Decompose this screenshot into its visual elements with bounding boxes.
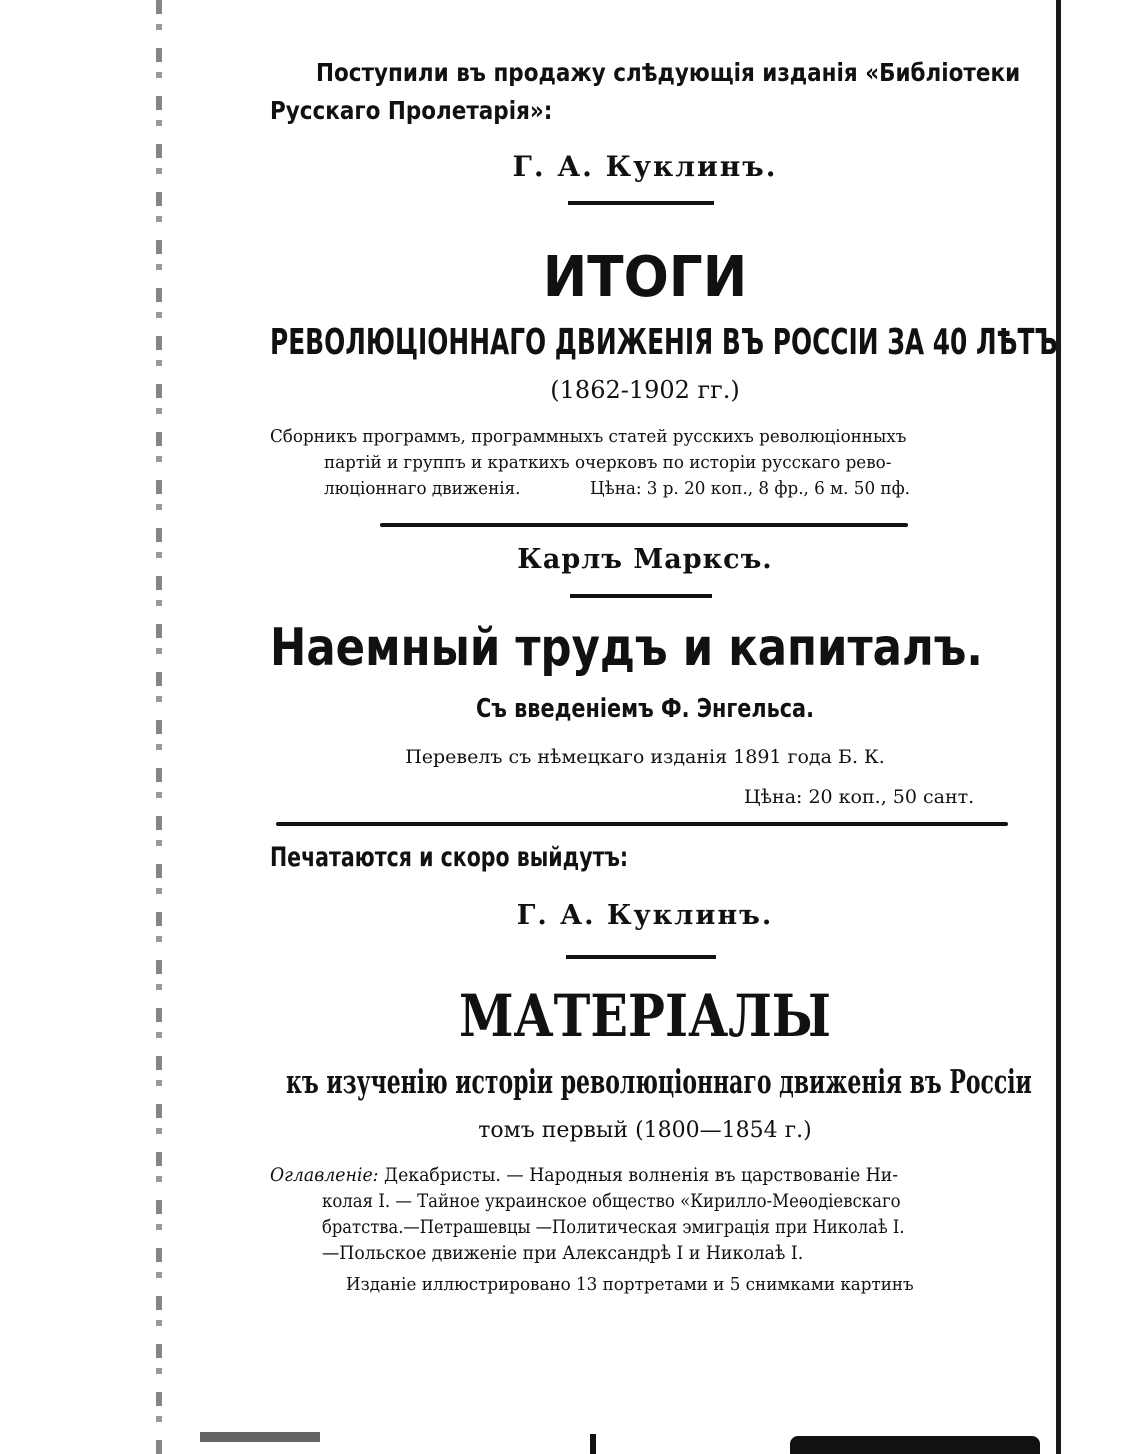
- book1-years: (1862-1902 гг.): [550, 376, 740, 404]
- contents-label: Оглавленіе:: [270, 1164, 379, 1186]
- announcement-line-2: Русскаго Пролетарія»:: [270, 96, 553, 125]
- book2-title: Наемный трудъ и капиталъ.: [270, 618, 983, 678]
- book2-translation: Перевелъ съ нѣмецкаго изданія 1891 года Б. К.: [405, 746, 885, 768]
- book2-price: Цѣна: 20 коп., 50 сант.: [744, 786, 975, 808]
- forthcoming-heading: Печатаются и скоро выйдутъ:: [270, 842, 629, 873]
- scan-smudge: [790, 1436, 1040, 1454]
- announcement-line-1: Поступили въ продажу слѣдующія изданія «Библіотеки: [316, 58, 1021, 87]
- book2-author: Карлъ Марксъ.: [517, 544, 773, 575]
- book1-subtitle: РЕВОЛЮЦІОННАГО ДВИЖЕНІЯ ВЪ РОССІИ ЗА 40 ЛѢТЪ: [270, 322, 1058, 363]
- divider-short: [566, 955, 716, 959]
- illustrations-note: Изданіе иллюстрировано 13 портретами и 5 снимками картинъ: [346, 1274, 914, 1295]
- forthcoming-title: МАТЕРІАЛЫ: [458, 982, 832, 1050]
- forthcoming-subtitle: къ изученію исторіи революціоннаго движенія въ Россіи: [286, 1062, 1032, 1101]
- page-right-edge: [1056, 0, 1061, 1454]
- contents-text: Декабристы. — Народныя волненія въ царствованіе Ни-: [384, 1164, 899, 1186]
- forthcoming-author: Г. А. Куклинъ.: [516, 900, 774, 931]
- scan-smudge: [200, 1432, 320, 1442]
- contents-line-1: [270, 1164, 898, 1186]
- book1-title: ИТОГИ: [542, 245, 748, 310]
- forthcoming-volume: томъ первый (1800—1854 г.): [478, 1118, 812, 1143]
- book1-description-3: люціоннаго движенія.: [324, 478, 521, 499]
- book1-description-1: Сборникъ программъ, программныхъ статей русскихъ революціонныхъ: [270, 426, 907, 447]
- contents-line-2: колая I. — Тайное украинское общество «Кирилло-Меѳодіевскаго: [322, 1190, 901, 1212]
- book2-subtitle: Съ введеніемъ Ф. Энгельса.: [476, 694, 814, 724]
- contents-line-4: —Польское движеніе при Александрѣ I и Николаѣ I.: [322, 1242, 804, 1264]
- divider-long: [380, 523, 908, 527]
- contents-line-3: братства.—Петрашевцы —Политическая эмиграція при Николаѣ I.: [322, 1216, 905, 1238]
- book1-author: Г. А. Куклинъ.: [512, 150, 778, 183]
- divider-short: [568, 201, 714, 205]
- book1-description-2: партій и группъ и краткихъ очерковъ по исторіи русскаго рево-: [324, 452, 892, 473]
- scan-smudge: [590, 1434, 596, 1454]
- page-left-edge: [156, 0, 162, 1454]
- divider-long: [276, 822, 1008, 826]
- divider-short: [570, 594, 712, 598]
- book1-price: Цѣна: 3 р. 20 коп., 8 фр., 6 м. 50 пф.: [590, 478, 911, 499]
